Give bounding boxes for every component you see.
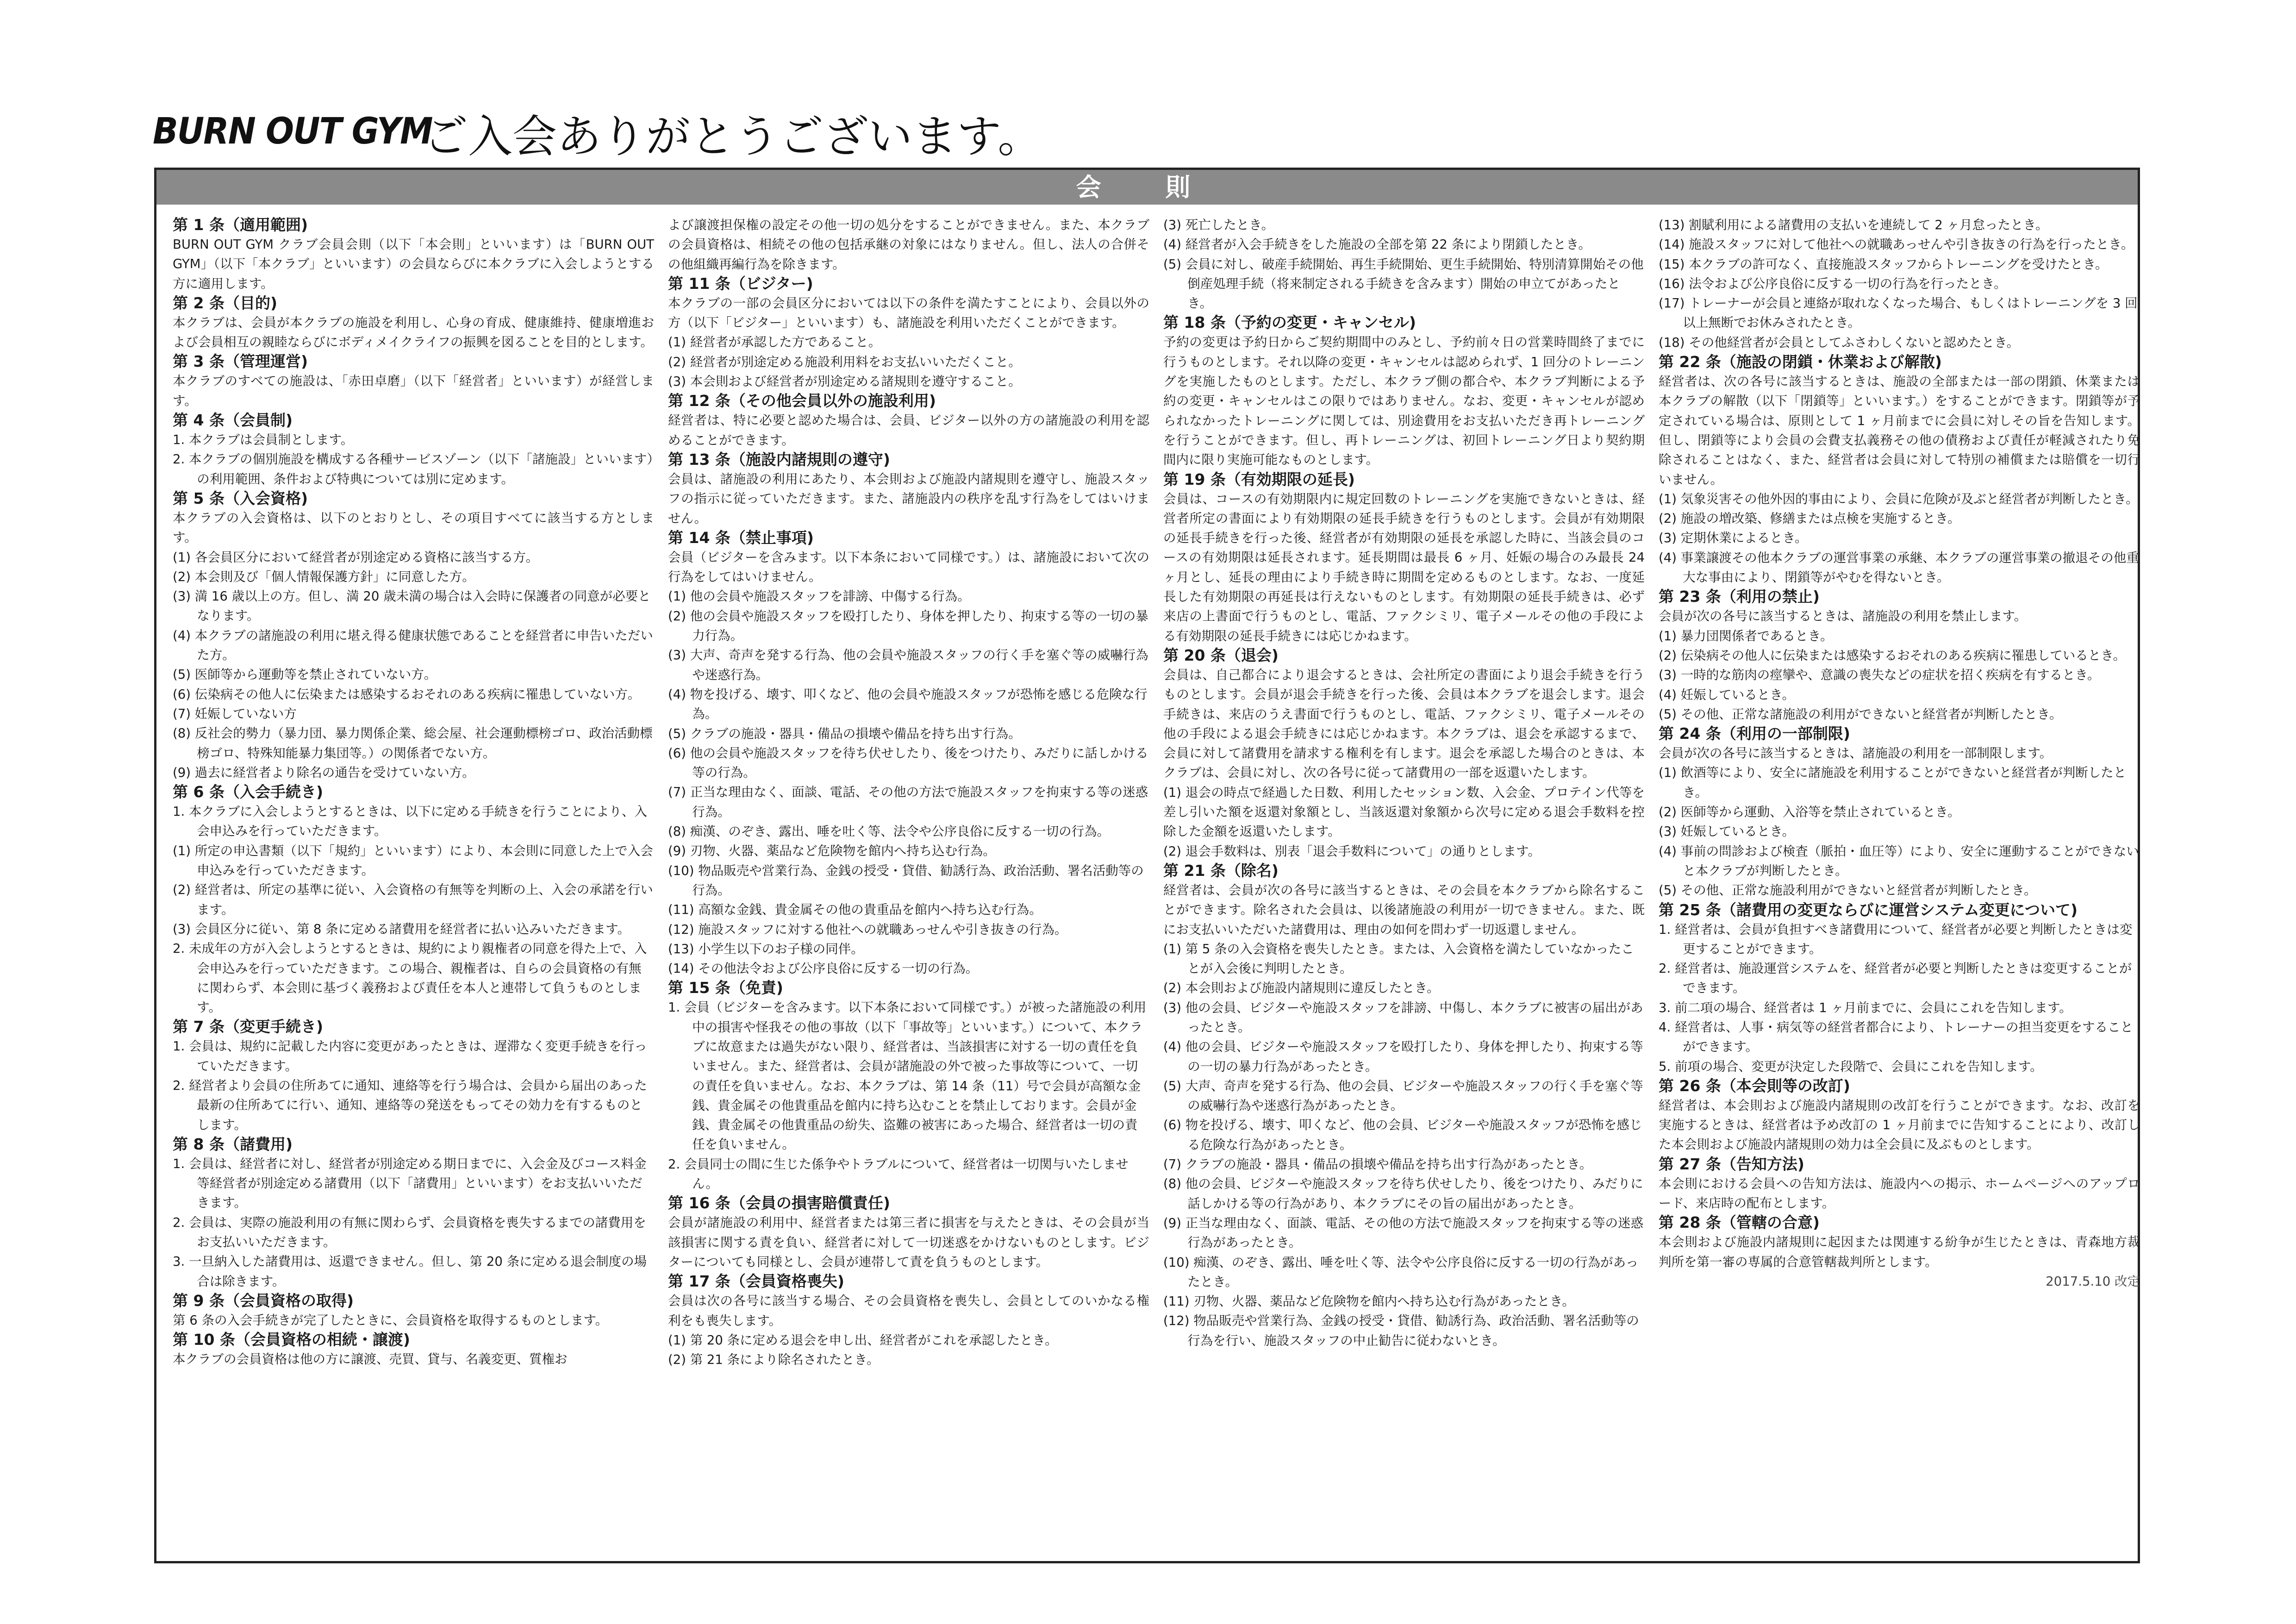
article-text: 第 6 条の入会手続きが完了したときに、会員資格を取得するものとします。 [173,1312,608,1328]
article-heading: 第 3 条（管理運営) [173,352,308,371]
rules-column-2 [668,215,1149,1369]
rules-frame [154,168,2140,1563]
article-text: (7) 妊娠していない方 [173,706,297,721]
article-text: 経営者は、会員が次の各号に該当するときは、その会員を本クラブから除名することができます。除名された会員は、以後諸施設の利用が一切できません。また、既にお支払いいただいた諸費用は、理由の如何を問わず一切返還しません。 [1163,882,1645,937]
article-text: (2) 経営者が別途定める施設利用料をお支払いいただくこと。 [668,354,1021,369]
article-text: (3) 死亡したとき。 [1163,218,1274,232]
article-text: (10) 痴漢、のぞき、露出、唾を吐く等、法令や公序良俗に反する一切の行為があったとき。 [1163,1255,1639,1289]
article-text: 経営者は、本会則および施設内諸規則の改訂を行うことができます。なお、改訂を実施するときは、経営者は予め改訂の 1 ヶ月前までに告知することにより、改訂した本会則および施設内諸規則の効力は全会員に及ぶものとします。 [1659,1098,2140,1152]
article-text: 2. 経営者は、施設運営システムを、経営者が必要と判断したときは変更することができます。 [1659,961,2132,996]
article-heading: 第 4 条（会員制) [173,411,293,430]
article-text: (5) 医師等から運動等を禁止されていない方。 [173,667,437,682]
article-heading: 第 28 条（管轄の合意) [1659,1213,1820,1232]
article-text: 5. 前項の場合、変更が決定した段階で、会員にこれを告知します。 [1659,1059,2043,1074]
article-text: (2) 施設の増改築、修繕または点検を実施するとき。 [1659,511,1960,526]
article-heading: 第 13 条（施設内諸規則の遵守) [668,450,890,468]
article-heading: 第 6 条（入会手続き) [173,783,324,801]
article-text: (5) クラブの施設・器具・備品の損壊や備品を持ち出す行為。 [668,726,1021,741]
article-text: (6) 伝染病その他人に伝染または感染するおそれのある疾病に罹患していない方。 [173,687,641,702]
article-text: (3) 会員区分に従い、第 8 条に定める諸費用を経営者に払い込みいただきます。 [173,921,630,937]
article-heading: 第 16 条（会員の損害賠償責任) [668,1194,890,1212]
article-text: 本会則および施設内諸規則に起因または関連する紛争が生じたときは、青森地方裁判所を第一審の専属的合意管轄裁判所とします。 [1659,1235,2140,1269]
greeting-title: ご入会ありがとうございます。 [424,111,1042,162]
article-text: (5) 会員に対し、破産手続開始、再生手続開始、更生手続開始、特別清算開始その他倒産処理手続（将来制定される手続きを含みます）開始の申立てがあったとき。 [1163,256,1644,311]
article-text: (1) 気象災害その他外因的事由により、会員に危険が及ぶと経営者が判断したとき。 [1659,491,2139,506]
article-text: (11) 高額な金銭、貴金属その他の貴重品を館内へ持ち込む行為。 [668,902,1042,918]
article-text: (4) 妊娠しているとき。 [1659,687,1795,702]
article-text: (3) 妊娠しているとき。 [1659,824,1795,839]
article-text: (3) 大声、奇声を発する行為、他の会員や施設スタッフの行く手を塞ぐ等の威嚇行為や迷惑行為。 [668,648,1148,682]
article-text: (1) 経営者が承認した方であること。 [668,335,881,350]
article-text: 会員（ビジターを含みます。以下本条において同様です。）は、諸施設において次の行為をしてはいけません。 [668,550,1149,585]
article-text: 1. 本クラブは会員制とします。 [173,432,354,448]
article-text: (4) 経営者が入会手続きをした施設の全部を第 22 条により閉鎖したとき。 [1163,237,1591,252]
article-heading: 第 9 条（会員資格の取得) [173,1291,354,1310]
article-text: 本クラブの会員資格は他の方に譲渡、売買、貸与、名義変更、質権お [173,1352,568,1367]
article-text: 会員は、コースの有効期限内に規定回数のトレーニングを実施できないときは、経営者所定の書面により有効期限の延長手続きを行うものとします。会員が有効期限の延長手続きを行った後、経営者が有効期限の延長を承認した時に、当該会員のコースの有効期限は延長されます。延長期間は最長 6 ヶ月、妊娠の場合のみ最長 24 ヶ月とし、延長の理由により手続き時に期間を定めるものとします。なお、一度延長した有効期限の再延長は行えないものとします。有効期限の延長手続きは、必ず来店の上書面で行うものとし、電話、ファクシミリ、電子メールその他の手段による有効期限の延長手続きには応じかねます。 [1163,491,1645,643]
article-text: 会員は次の各号に該当する場合、その会員資格を喪失し、会員としてのいかなる権利をも喪失します。 [668,1293,1149,1328]
rules-column-3 [1163,215,1645,1350]
article-text: (1) 退会の時点で経過した日数、利用したセッション数、入会金、プロテイン代等を差し引いた額を返還対象額とし、当該返還対象額から次号に定める退会手数料を控除した金額を返還いたします。 [1163,785,1645,839]
article-text: (4) 事業譲渡その他本クラブの運営事業の承継、本クラブの運営事業の撤退その他重大な事由により、閉鎖等がやむを得ないとき。 [1659,550,2139,585]
article-text: (2) 第 21 条により除名されたとき。 [668,1352,880,1368]
article-text: (4) 物を投げる、壊す、叩くなど、他の会員や施設スタッフが恐怖を感じる危険な行為。 [668,687,1148,722]
article-text: 1. 会員は、経営者に対し、経営者が別途定める期日までに、入会金及びコース料金等経営者が別途定める諸費用（以下「諸費用」といいます）をお支払いいただきます。 [173,1156,647,1211]
article-text: (1) 他の会員や施設スタッフを誹謗、中傷する行為。 [668,589,970,604]
article-text: (10) 物品販売や営業行為、金銭の授受・貸借、勧誘行為、政治活動、署名活動等の行為。 [668,863,1144,898]
article-heading: 第 20 条（退会) [1163,646,1279,664]
article-text: 経営者は、次の各号に該当するときは、施設の全部または一部の閉鎖、休業または本クラブの解散（以下「閉鎖等」といいます。）をすることができます。閉鎖等が予定されている場合は、原則として 1 ヶ月前までに会員に対しその旨を告知します。但し、閉鎖等により会員の会費支払義務その他の債務および責任が軽減されたり免除されることはなく、また、経営者は会員に対して特別の補償または賠償を一切行いません。 [1659,374,2140,487]
article-text: (4) 事前の問診および検査（脈拍・血圧等）により、安全に運動することができないと本クラブが判断したとき。 [1659,843,2139,878]
revision-date: 2017.5.10 改定 [2046,1274,2140,1289]
article-text: (3) 満 16 歳以上の方。但し、満 20 歳未満の場合は入会時に保護者の同意が必要となります。 [173,589,651,624]
article-text: (5) その他、正常な施設利用ができないと経営者が判断したとき。 [1659,883,2037,898]
article-text: 1. 経営者は、会員が負担すべき諸費用について、経営者が必要と判断したときは変更することができます。 [1659,922,2133,956]
article-text: 会員は、自己都合により退会するときは、会社所定の書面により退会手続きを行うものとします。会員が退会手続きを行った後、会員は本クラブを退会します。退会手続きは、来店のうえ書面で行うものとし、電話、ファクシミリ、電子メールその他の手段による退会手続きには応じかねます。本クラブは、退会を承認するまで、会員に対して諸費用を請求する権利を有します。退会を承認した場合のときは、本クラブは、会員に対し、次の各号に従って諸費用の一部を返還いたします。 [1163,667,1645,781]
article-text: (6) 他の会員や施設スタッフを待ち伏せしたり、後をつけたり、みだりに話しかける等の行為。 [668,745,1148,781]
article-text: 2. 経営者より会員の住所あてに通知、連絡等を行う場合は、会員から届出のあった最新の住所あてに行い、通知、連絡等の発送をもってその効力を有するものとします。 [173,1078,647,1132]
article-text: (6) 物を投げる、壊す、叩くなど、他の会員、ビジターや施設スタッフが恐怖を感じる危険な行為があったとき。 [1163,1118,1642,1152]
article-text: 4. 経営者は、人事・病気等の経営者都合により、トレーナーの担当変更をすることができます。 [1659,1019,2133,1055]
article-text: (9) 刃物、火器、薬品など危険物を館内へ持ち込む行為。 [668,843,996,859]
article-heading: 第 21 条（除名) [1163,861,1279,880]
article-heading: 第 23 条（利用の禁止) [1659,587,1820,606]
article-heading: 第 17 条（会員資格喪失) [668,1272,844,1291]
article-heading: 第 26 条（本会則等の改訂) [1659,1076,1850,1095]
article-heading: 第 24 条（利用の一部制限) [1659,725,1850,743]
article-text: 本クラブのすべての施設は、「赤田卓磨」（以下「経営者」といいます）が経営します。 [173,374,654,408]
article-text: (14) 施設スタッフに対して他社への就職あっせんや引き抜きの行為を行ったとき。 [1659,237,2134,252]
article-text: 2. 本クラブの個別施設を構成する各種サービスゾーン（以下「諸施設」といいます）の利用範囲、条件および特典については別に定めます。 [173,452,654,487]
article-text: (18) その他経営者が会員としてふさわしくないと認めたとき。 [1659,335,2020,350]
article-text: (12) 施設スタッフに対する他社への就職あっせんや引き抜きの行為。 [668,922,1067,937]
article-text: (8) 他の会員、ビジターや施設スタッフを待ち伏せしたり、後をつけたり、みだりに話しかける等の行為があり、本クラブにその旨の届出があったとき。 [1163,1176,1643,1211]
article-text: (1) 飲酒等により、安全に諸施設を利用することができないと経営者が判断したとき。 [1659,765,2127,800]
article-heading: 第 12 条（その他会員以外の施設利用) [668,392,936,410]
article-heading: 第 5 条（入会資格) [173,489,308,507]
article-heading: 第 14 条（禁止事項) [668,528,814,547]
article-text: (15) 本クラブの許可なく、直接施設スタッフからトレーニングを受けたとき。 [1659,256,2108,272]
article-text: 3. 一旦納入した諸費用は、返還できません。但し、第 20 条に定める退会制度の場合は除きます。 [173,1254,647,1289]
article-text: (2) 経営者は、所定の基準に従い、入会資格の有無等を判断の上、入会の承諾を行います。 [173,882,653,917]
article-heading: 第 10 条（会員資格の相続・譲渡) [173,1330,410,1349]
article-text: 1. 本クラブに入会しようとするときは、以下に定める手続きを行うことにより、入会申込みを行っていただきます。 [173,804,647,839]
article-text: 会員は、諸施設の利用にあたり、本会則および施設内諸規則を遵守し、施設スタッフの指示に従っていただきます。また、諸施設内の秩序を乱す行為をしてはいけません。 [668,471,1149,526]
article-text: (16) 法令および公序良俗に反する一切の行為を行ったとき。 [1659,276,2007,291]
article-text: (13) 割賦利用による諸費用の支払いを連続して 2 ヶ月怠ったとき。 [1659,218,2048,232]
article-heading: 第 8 条（諸費用) [173,1135,293,1153]
article-text: 本クラブの入会資格は、以下のとおりとし、その項目すべてに該当する方とします。 [173,510,654,545]
article-text: 1. 会員（ビジターを含みます。以下本条において同様です。）が被った諸施設の利用中の損害や怪我その他の事故（以下「事故等」といいます。）について、本クラブに故意または過失がない限り、経営者は、当該損害に対する一切の責任を負いません。また、経営者は、会員が諸施設の外で被った事故等について、一切の責任を負いません。なお、本クラブは、第 14 条（11）号で会員が高額な金銭、貴金属その他貴重品を館内に持ち込むことを禁止しております。会員が金銭、貴金属その他貴重品の紛失、盗難の被害にあった場合、経営者は一切の責任を負いません。 [668,1000,1147,1152]
gym-logo: BURN OUT GYM [153,111,432,152]
article-heading: 第 22 条（施設の閉鎖・休業および解散) [1659,353,1942,371]
article-text: 2. 未成年の方が入会しようとするときは、規約により親権者の同意を得た上で、入会申込みを行っていただきます。この場合、親権者は、自らの会員資格の有無に関わらず、本会則に基づく義務および責任を本人と連帯して負うものとします。 [173,941,647,1015]
article-text: 会員が次の各号に該当するときは、諸施設の利用を一部制限します。 [1659,746,2053,761]
article-text: (8) 痴漢、のぞき、露出、唾を吐く等、法令や公序良俗に反する一切の行為。 [668,824,1110,839]
article-heading: 第 11 条（ビジター) [668,274,813,293]
article-text: よび譲渡担保権の設定その他一切の処分をすることができません。また、本クラブの会員資格は、相続その他の包括承継の対象にはなりません。但し、法人の合併その他組織再編行為を除きます。 [668,218,1149,272]
article-heading: 第 25 条（諸費用の変更ならびに運営システム変更について) [1659,900,2078,919]
article-text: (3) 定期休業によるとき。 [1659,531,1808,546]
article-text: (4) 他の会員、ビジターや施設スタッフを殴打したり、身体を押したり、拘束する等の一切の暴力行為があったとき。 [1163,1039,1643,1074]
article-text: 2. 会員同士の間に生じた係争やトラブルについて、経営者は一切関与いたしません。 [668,1156,1129,1192]
article-heading: 第 1 条（適用範囲) [173,216,308,234]
article-heading: 第 27 条（告知方法) [1659,1155,1804,1173]
article-text: (8) 反社会的勢力（暴力団、暴力関係企業、総会屋、社会運動標榜ゴロ、政治活動標榜ゴロ、特殊知能暴力集団等。）の関係者でない方。 [173,726,653,761]
article-text: (13) 小学生以下のお子様の同伴。 [668,941,864,956]
article-text: (5) 大声、奇声を発する行為、他の会員、ビジターや施設スタッフの行く手を塞ぐ等の威嚇行為や迷惑行為があったとき。 [1163,1078,1643,1113]
article-text: 会員が諸施設の利用中、経営者または第三者に損害を与えたときは、その会員が当該損害に関する責を負い、経営者に対して一切迷惑をかけないものとします。ビジターについても同様とし、会員が連帯して責を負うものとします。 [668,1215,1149,1269]
article-text: (17) トレーナーが会員と連絡が取れなくなった場合、もしくはトレーニングを 3 回以上無断でお休みされたとき。 [1659,296,2138,331]
article-heading: 第 2 条（目的) [173,294,278,312]
article-text: (3) 本会則および経営者が別途定める諸規則を遵守すること。 [668,374,1021,389]
article-text: 3. 前二項の場合、経営者は 1 ヶ月前までに、会員にこれを告知します。 [1659,1000,2072,1015]
article-text: (1) 第 5 条の入会資格を喪失したとき。または、入会資格を満たしていなかったことが入会後に判明したとき。 [1163,941,1634,976]
rules-column-1 [173,215,654,1369]
article-text: 本クラブは、会員が本クラブの施設を利用し、心身の育成、健康維持、健康増進および会員相互の親睦ならびにボディメイクライフの振興を図ることを目的とします。 [173,315,654,350]
article-text: (2) 他の会員や施設スタッフを殴打したり、身体を押したり、拘束する等の一切の暴力行為。 [668,608,1148,643]
article-heading: 第 19 条（有効期限の延長) [1163,470,1355,488]
rules-title-band: 会 則 [156,170,2138,205]
article-text: (12) 物品販売や営業行為、金銭の授受・貸借、勧誘行為、政治活動、署名活動等の行為を行い、施設スタッフの中止勧告に従わないとき。 [1163,1313,1639,1348]
article-text: 予約の変更は予約日からご契約期間中のみとし、予約前々日の営業時間終了までに行うものとします。それ以降の変更・キャンセルは認められず、1 回分のトレーニングを実施したものとします。ただし、本クラブ側の都合や、本クラブ判断による予約の変更・キャンセルはこの限りではありません。なお、変更・キャンセルが認められなかったトレーニングに関しては、別途費用をお支払いただき再トレーニングを行うことができます。但し、再トレーニングは、初回トレーニング日より契約期間内に限り実施可能なものとします。 [1163,335,1645,468]
article-text: (1) 各会員区分において経営者が別途定める資格に該当する方。 [173,550,539,565]
article-text: (3) 他の会員、ビジターや施設スタッフを誹謗、中傷し、本クラブに被害の届出があったとき。 [1163,1000,1643,1035]
article-text: (14) その他法令および公序良俗に反する一切の行為。 [668,961,979,976]
article-text: (1) 暴力団関係者であるとき。 [1659,628,1833,643]
article-text: (9) 正当な理由なく、面談、電話、その他の方法で施設スタッフを拘束する等の迷惑行為があったとき。 [1163,1215,1644,1250]
article-text: 会員が次の各号に該当するときは、諸施設の利用を禁止します。 [1659,609,2027,624]
article-text: (1) 所定の申込書類（以下「規約」といいます）により、本会則に同意した上で入会申込みを行っていただきます。 [173,843,653,878]
page-header [153,104,1264,160]
article-heading: 第 18 条（予約の変更・キャンセル) [1163,313,1416,332]
article-text: (4) 本クラブの諸施設の利用に堪え得る健康状態であることを経営者に申告いただいた方。 [173,628,653,663]
article-text: 1. 会員は、規約に記載した内容に変更があったときは、遅滞なく変更手続きを行っていただきます。 [173,1039,647,1074]
article-text: (5) その他、正常な諸施設の利用ができないと経営者が判断したとき。 [1659,706,2062,722]
article-text: (7) クラブの施設・器具・備品の損壊や備品を持ち出す行為があったとき。 [1163,1157,1592,1172]
article-text: (2) 伝染病その他人に伝染または感染するおそれのある疾病に罹患しているとき。 [1659,648,2126,663]
article-text: (2) 医師等から運動、入浴等を禁止されているとき。 [1659,805,1960,820]
article-text: (2) 本会則および施設内諸規則に違反したとき。 [1163,981,1440,996]
rules-column-4 [1659,215,2140,1291]
article-text: 本クラブの一部の会員区分においては以下の条件を満たすことにより、会員以外の方（以下「ビジター」といいます）も、諸施設を利用いただくことができます。 [668,295,1149,331]
article-text: (7) 正当な理由なく、面談、電話、その他の方法で施設スタッフを拘束する等の迷惑行為。 [668,785,1148,819]
article-text: (9) 過去に経営者より除名の通告を受けていない方。 [173,765,475,780]
article-text: (1) 第 20 条に定める退会を申し出、経営者がこれを承認したとき。 [668,1332,1058,1348]
article-text: 2. 会員は、実際の施設利用の有無に関わらず、会員資格を喪失するまでの諸費用をお支払いいただきます。 [173,1215,646,1250]
article-heading: 第 7 条（変更手続き) [173,1018,324,1036]
article-text: (11) 刃物、火器、薬品など危険物を館内へ持ち込む行為があったとき。 [1163,1294,1575,1309]
article-text: (3) 一時的な筋肉の痙攣や、意識の喪失などの症状を招く疾病を有するとき。 [1659,668,2100,683]
article-text: (2) 退会手数料は、別表「退会手数料について」の通りとします。 [1163,843,1541,859]
article-heading: 第 15 条（免責) [668,979,783,997]
article-text: 経営者は、特に必要と認めた場合は、会員、ビジター以外の方の諸施設の利用を認めることができます。 [668,413,1149,448]
article-text: (2) 本会則及び「個人情報保護方針」に同意した方。 [173,569,475,584]
article-text: 本会則における会員への告知方法は、施設内への掲示、ホームページへのアップロード、来店時の配布とします。 [1659,1176,2140,1211]
article-text: BURN OUT GYM クラブ会員会則（以下「本会則」といいます）は「BURN OUT GYM」（以下「本クラブ」といいます）の会員ならびに本クラブに入会しようとする方に適用します。 [173,237,654,291]
